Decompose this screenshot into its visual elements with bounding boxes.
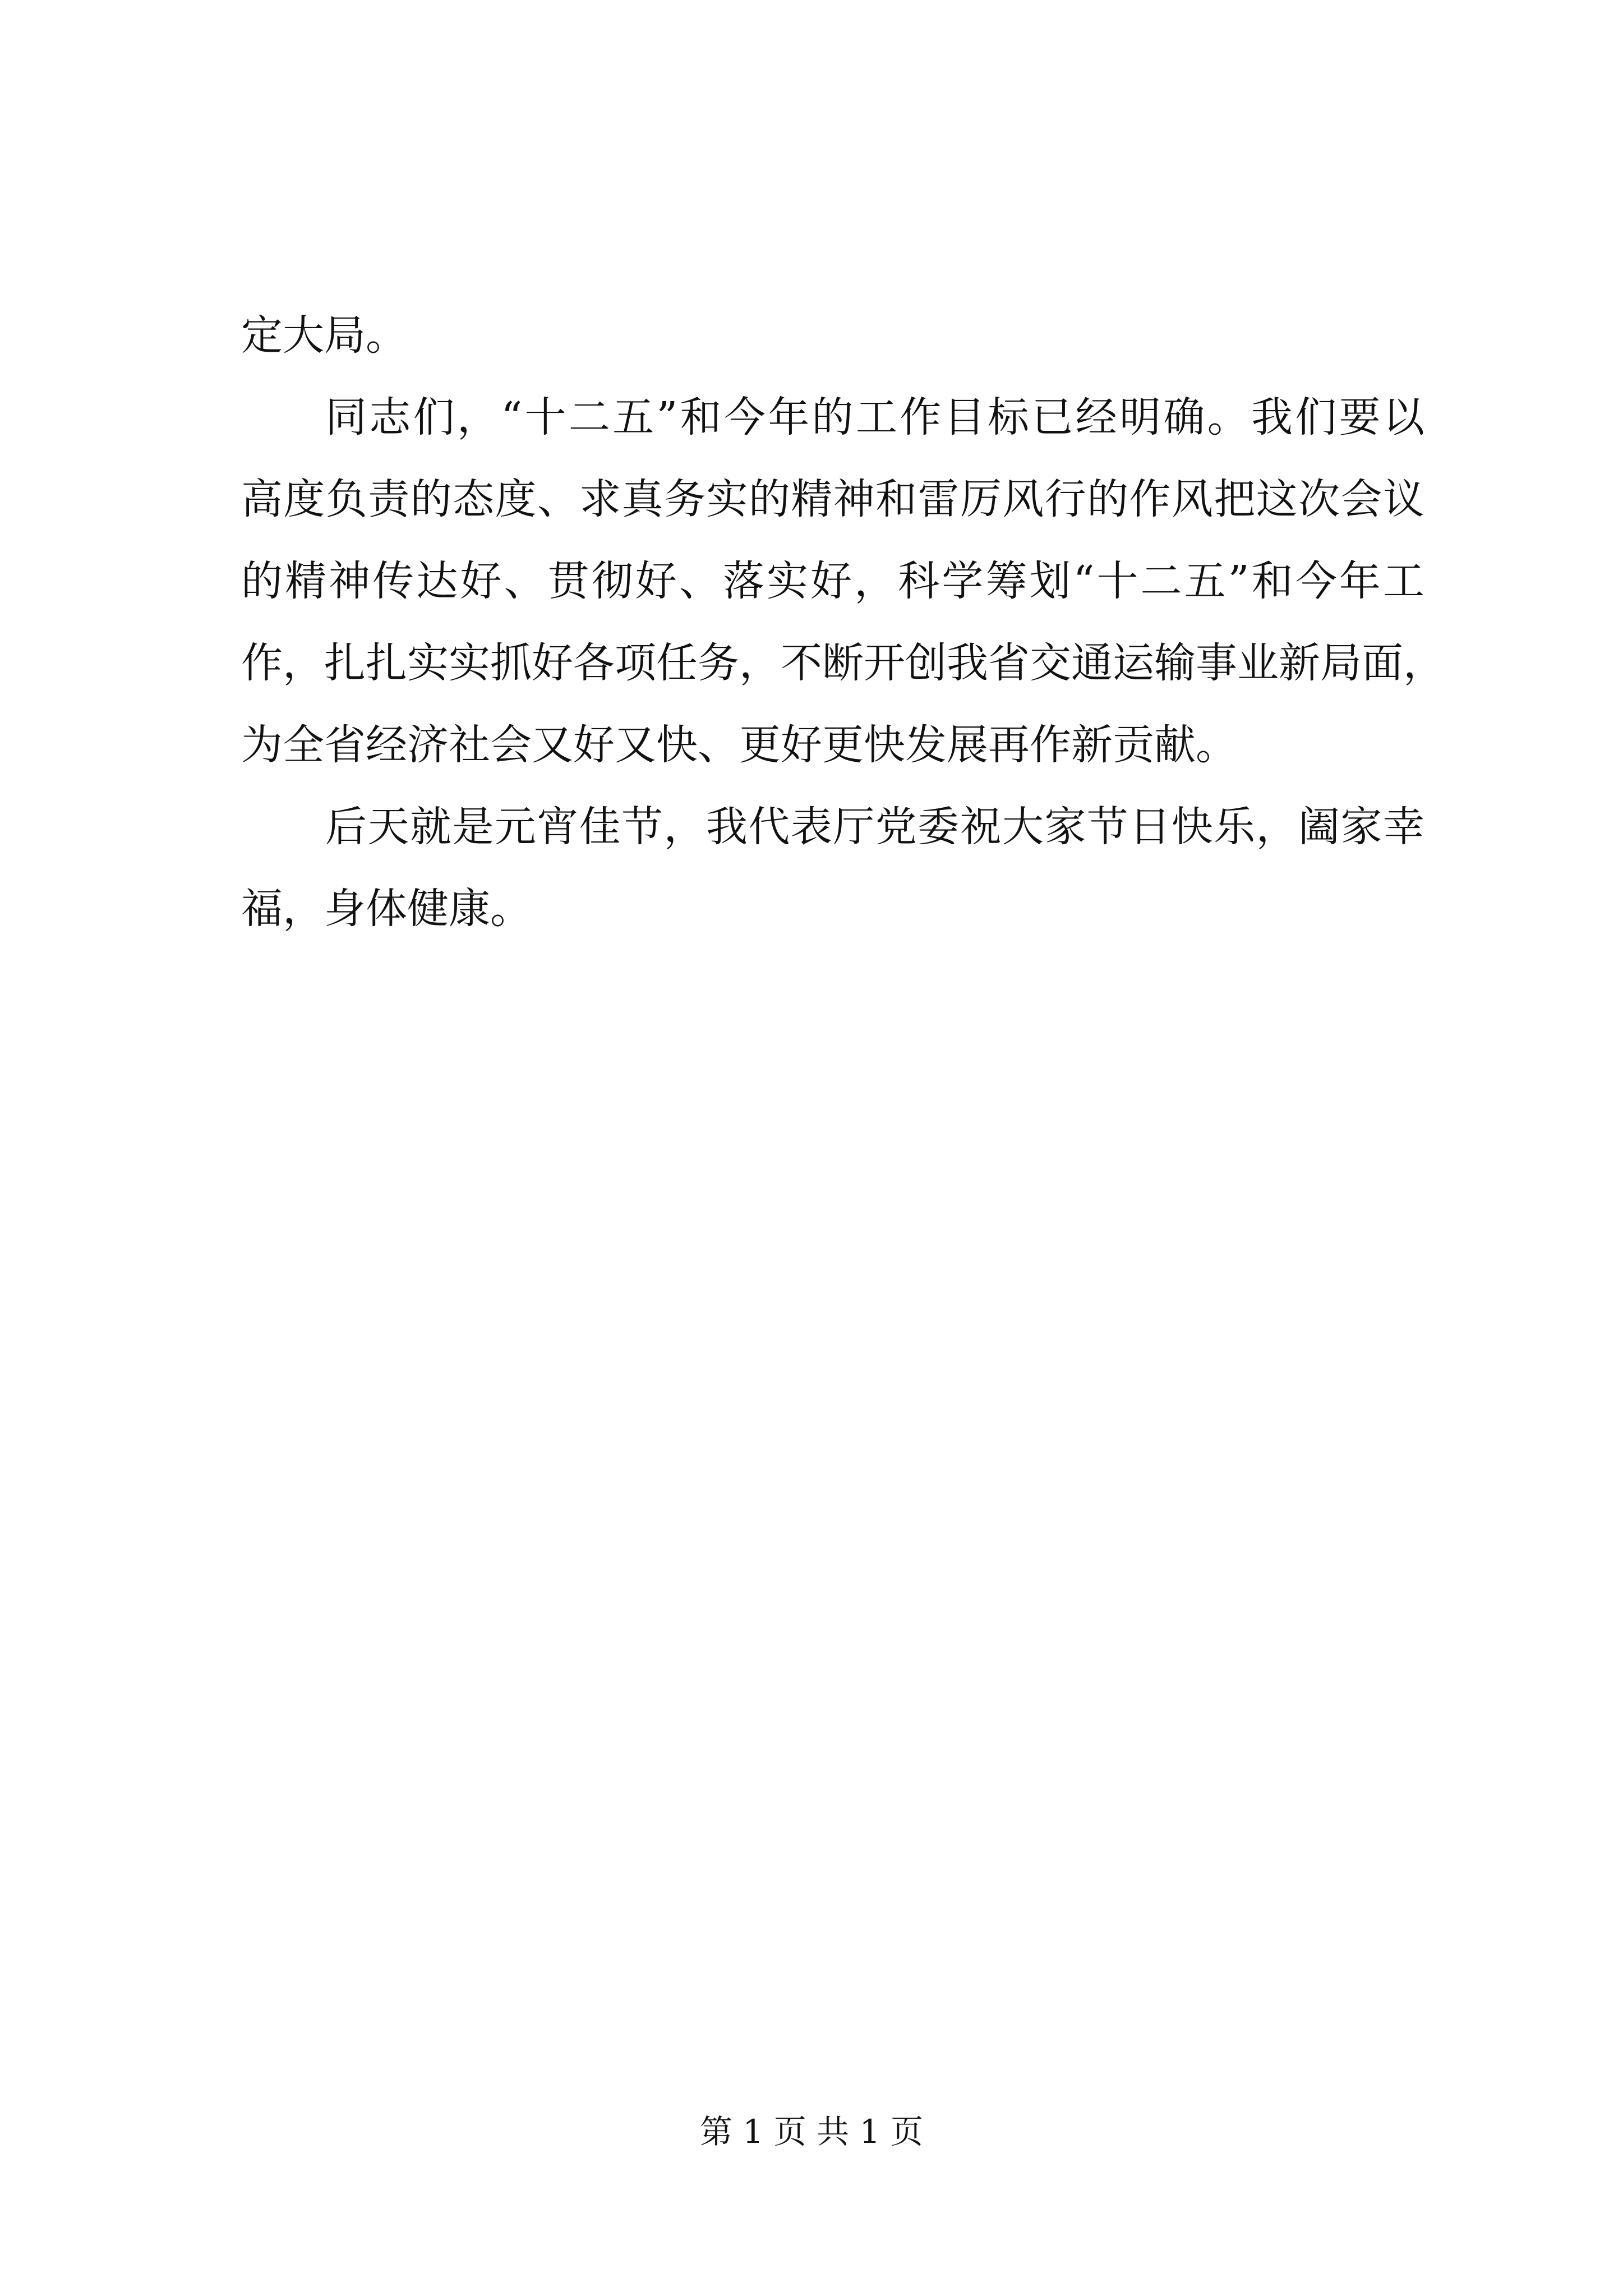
page-footer: 第 1 页 共 1 页 [700, 2113, 923, 2151]
text-line-1: 定大局。 [241, 311, 407, 360]
text-line-8: 福，身体健康。 [241, 885, 532, 933]
text-line-7: 后天就是元宵佳节，我代表厅党委祝大家节日快乐，阖家幸 [325, 803, 1424, 851]
text-line-5: 作，扎扎实实抓好各项任务，不断开创我省交通运输事业新局面， [241, 639, 1445, 687]
text-line-4: 的精神传达好、贯彻好、落实好，科学筹划“十二五”和今年工 [241, 557, 1424, 605]
text-line-3: 高度负责的态度、求真务实的精神和雷厉风行的作风把这次会议 [241, 475, 1424, 523]
document-body [241, 295, 1445, 950]
text-line-6: 为全省经济社会又好又快、更好更快发展再作新贡献。 [241, 721, 1237, 769]
text-line-2: 同志们，“十二五”和今年的工作目标已经明确。我们要以 [325, 393, 1424, 441]
